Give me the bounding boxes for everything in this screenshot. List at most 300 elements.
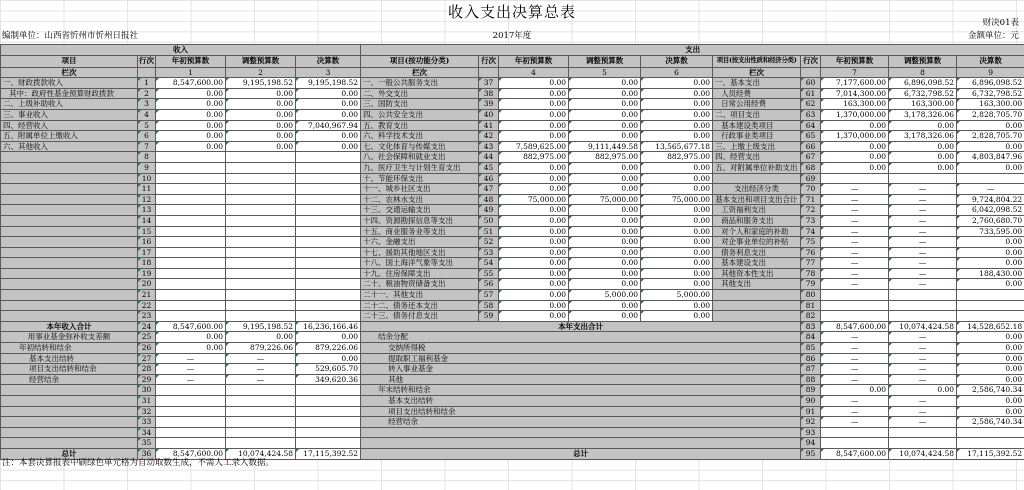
cell-value: 8,547,600.00 xyxy=(821,448,889,459)
cell-value: 6,732,798.52 xyxy=(957,88,1024,99)
cell-value: 3,178,326.06 xyxy=(889,131,957,142)
cell-line: 45 xyxy=(479,162,499,173)
fiscal-year: 2017年度 xyxy=(492,31,532,41)
table-row xyxy=(1,205,1024,216)
cell-value: 2,828,705.70 xyxy=(957,131,1024,142)
cell-label xyxy=(1,258,138,269)
cell-value xyxy=(296,311,361,322)
cell-label xyxy=(1,311,138,322)
cell-value xyxy=(889,290,957,301)
cell-value xyxy=(821,300,889,311)
cell-value: 0.00 xyxy=(889,120,957,131)
cell-value: 0.00 xyxy=(499,300,569,311)
footnote: 注：本套决算报表中刷绿色单元格为自动取数生成，不需人工录入数据。 xyxy=(2,458,275,468)
table-row xyxy=(1,194,1024,205)
cell-line: 16 xyxy=(138,237,156,248)
cell-value: 529,605.70 xyxy=(296,364,361,375)
cell-value: 0.00 xyxy=(499,205,569,216)
cell-value: 0.00 xyxy=(499,173,569,184)
colindex-number: 7 xyxy=(821,67,889,78)
cell-line: 86 xyxy=(801,353,821,364)
cell-line: 62 xyxy=(801,99,821,110)
cell-line: 4 xyxy=(138,109,156,120)
cell-value: — xyxy=(156,374,226,385)
cell-value: 0.00 xyxy=(641,109,713,120)
table-row xyxy=(1,374,1024,385)
cell-label: 四、经营支出 xyxy=(713,152,801,163)
cell-value: — xyxy=(821,258,889,269)
cell-value: 0.00 xyxy=(889,141,957,152)
cell-value: 0.00 xyxy=(957,237,1024,248)
cell-line: 27 xyxy=(138,353,156,364)
cell-line: 1 xyxy=(138,78,156,89)
cell-value: 0.00 xyxy=(569,99,641,110)
cell-value xyxy=(156,162,226,173)
cell-value: — xyxy=(821,353,889,364)
table-row xyxy=(1,152,1024,163)
cell-value: 9,195,198.52 xyxy=(226,321,296,332)
cell-value: — xyxy=(821,396,889,407)
cell-value: 0.00 xyxy=(957,120,1024,131)
cell-value xyxy=(156,258,226,269)
cell-line: 42 xyxy=(479,131,499,142)
cell-label: 年初结转和结余 xyxy=(1,343,138,354)
cell-value: 0.00 xyxy=(641,173,713,184)
cell-merged-label: 交纳所得税 xyxy=(361,343,801,354)
cell-line: 65 xyxy=(801,131,821,142)
cell-value: — xyxy=(226,353,296,364)
cell-label: 九、医疗卫生与计划生育支出 xyxy=(361,162,479,173)
cell-value xyxy=(296,215,361,226)
cell-value: — xyxy=(889,364,957,375)
table-row xyxy=(1,343,1024,354)
cell-value: 0.00 xyxy=(499,237,569,248)
cell-line: 32 xyxy=(138,406,156,417)
cell-value: 0.00 xyxy=(641,205,713,216)
cell-value: 10,074,424.58 xyxy=(226,448,296,459)
cell-value xyxy=(226,385,296,396)
cell-value xyxy=(156,311,226,322)
table-row xyxy=(1,226,1024,237)
cell-value: — xyxy=(821,374,889,385)
cell-line: 60 xyxy=(801,78,821,89)
cell-value: 0.00 xyxy=(641,88,713,99)
cell-line: 14 xyxy=(138,215,156,226)
cell-value xyxy=(957,173,1024,184)
cell-label xyxy=(1,194,138,205)
cell-value xyxy=(226,194,296,205)
cell-label xyxy=(1,406,138,417)
cell-line: 80 xyxy=(801,290,821,301)
table-row xyxy=(1,268,1024,279)
cell-label xyxy=(1,205,138,216)
cell-value xyxy=(226,427,296,438)
cell-line: 51 xyxy=(479,226,499,237)
cell-value: 0.00 xyxy=(499,268,569,279)
form-number: 财决01表 xyxy=(982,18,1019,28)
cell-value xyxy=(226,300,296,311)
cell-value: 0.00 xyxy=(296,332,361,343)
cell-value: 163,300.00 xyxy=(821,99,889,110)
cell-label: 其中：政府性基金预算财政拨款 xyxy=(1,88,138,99)
cell-value: 16,236,166.46 xyxy=(296,321,361,332)
cell-value: 0.00 xyxy=(569,131,641,142)
cell-value xyxy=(226,215,296,226)
cell-label: 一、基本支出 xyxy=(713,78,801,89)
cell-line: 17 xyxy=(138,247,156,258)
cell-value xyxy=(957,311,1024,322)
colindex-number: 6 xyxy=(641,67,713,78)
cell-label: 十一、城乡社区支出 xyxy=(361,184,479,195)
cell-value: 733,595.00 xyxy=(957,226,1024,237)
cell-value: 0.00 xyxy=(641,247,713,258)
cell-value: 0.00 xyxy=(499,120,569,131)
cell-value: 0.00 xyxy=(821,162,889,173)
cell-value: 0.00 xyxy=(499,258,569,269)
cell-value: 0.00 xyxy=(499,184,569,195)
cell-value xyxy=(156,279,226,290)
cell-value: 8,547,600.00 xyxy=(156,78,226,89)
cell-label: 债务利息支出 xyxy=(713,247,801,258)
cell-line: 10 xyxy=(138,173,156,184)
cell-value: 17,115,392.52 xyxy=(296,448,361,459)
cell-value xyxy=(296,279,361,290)
cell-line: 41 xyxy=(479,120,499,131)
cell-value xyxy=(296,162,361,173)
cell-value xyxy=(889,438,957,449)
table-row xyxy=(1,438,1024,449)
cell-label xyxy=(1,215,138,226)
cell-label: 二十二、债务还本支出 xyxy=(361,300,479,311)
cell-value: 9,724,804.22 xyxy=(957,194,1024,205)
cell-value xyxy=(296,290,361,301)
cell-label xyxy=(1,226,138,237)
cell-value: 0.00 xyxy=(499,215,569,226)
table-row xyxy=(1,55,1024,67)
cell-value: 0.00 xyxy=(156,99,226,110)
cell-value: 0.00 xyxy=(569,258,641,269)
cell-value: 2,760,680.70 xyxy=(957,215,1024,226)
cell-line: 40 xyxy=(479,109,499,120)
cell-value: — xyxy=(821,215,889,226)
cell-line: 90 xyxy=(801,396,821,407)
cell-value xyxy=(957,290,1024,301)
cell-line: 92 xyxy=(801,417,821,428)
cell-value: 0.00 xyxy=(499,88,569,99)
cell-value: 0.00 xyxy=(821,141,889,152)
cell-value: 4,803,847.96 xyxy=(957,152,1024,163)
cell-value: 0.00 xyxy=(957,343,1024,354)
prepared-by: 编制单位：山西省忻州市忻州日报社 xyxy=(2,31,139,41)
cell-value xyxy=(821,290,889,301)
cell-label: 基本建设支出 xyxy=(713,258,801,269)
cell-label: 对个人和家庭的补助 xyxy=(713,226,801,237)
cell-value: 0.00 xyxy=(957,353,1024,364)
cell-value: 0.00 xyxy=(569,247,641,258)
cell-value: — xyxy=(821,226,889,237)
cell-label: 二十、粮油物资储备支出 xyxy=(361,279,479,290)
colindex-label: 栏次 xyxy=(361,67,479,78)
cell-line: 82 xyxy=(801,311,821,322)
table-row xyxy=(1,45,1024,56)
cell-value xyxy=(226,438,296,449)
cell-value xyxy=(296,184,361,195)
cell-line: 47 xyxy=(479,184,499,195)
cell-line: 24 xyxy=(138,321,156,332)
cell-label: 一、一般公共服务支出 xyxy=(361,78,479,89)
cell-value xyxy=(296,417,361,428)
cell-value: 163,300.00 xyxy=(889,99,957,110)
cell-line: 69 xyxy=(801,173,821,184)
cell-label: 基本支出结转 xyxy=(1,353,138,364)
cell-line: 21 xyxy=(138,290,156,301)
cell-value: — xyxy=(821,364,889,375)
cell-line: 85 xyxy=(801,343,821,354)
cell-label: 基本建设类项目 xyxy=(713,120,801,131)
cell-line: 89 xyxy=(801,385,821,396)
cell-line: 12 xyxy=(138,194,156,205)
cell-value: 0.00 xyxy=(296,88,361,99)
cell-value: — xyxy=(889,396,957,407)
cell-value: 10,074,424.58 xyxy=(889,448,957,459)
cell-line: 7 xyxy=(138,141,156,152)
cell-value xyxy=(226,268,296,279)
cell-value: — xyxy=(821,205,889,216)
cell-value xyxy=(226,152,296,163)
table-row xyxy=(1,290,1024,301)
cell-line: 81 xyxy=(801,300,821,311)
cell-value: 0.00 xyxy=(226,141,296,152)
cell-value: 0.00 xyxy=(226,99,296,110)
cell-value xyxy=(957,438,1024,449)
cell-label xyxy=(1,268,138,279)
cell-line: 46 xyxy=(479,173,499,184)
cell-value xyxy=(156,300,226,311)
cell-value xyxy=(226,184,296,195)
cell-label xyxy=(1,237,138,248)
cell-value xyxy=(957,427,1024,438)
cell-value: 0.00 xyxy=(957,141,1024,152)
cell-value: 0.00 xyxy=(296,109,361,120)
colindex-label: 栏次 xyxy=(1,67,138,78)
cell-value: 882,975.00 xyxy=(641,152,713,163)
cell-value: — xyxy=(889,247,957,258)
cell-value: 9,195,198.52 xyxy=(296,78,361,89)
cell-value: 7,177,600.00 xyxy=(821,78,889,89)
cell-value xyxy=(226,226,296,237)
page-title: 收入支出决算总表 xyxy=(447,3,576,21)
cell-label: 其他资本性支出 xyxy=(713,268,801,279)
table-row xyxy=(1,385,1024,396)
cell-line: 84 xyxy=(801,332,821,343)
cell-value: 0.00 xyxy=(296,353,361,364)
cell-line: 78 xyxy=(801,268,821,279)
table-row xyxy=(1,427,1024,438)
cell-line: 59 xyxy=(479,311,499,322)
cell-value: 1,370,000.00 xyxy=(821,109,889,120)
cell-label: 五、对附属单位补助支出 xyxy=(713,162,801,173)
cell-value: 7,014,300.00 xyxy=(821,88,889,99)
cell-value: 0.00 xyxy=(226,109,296,120)
cell-value: — xyxy=(889,417,957,428)
cell-value: — xyxy=(889,205,957,216)
column-header: 行次 xyxy=(801,55,821,67)
cell-value: 6,042,098.52 xyxy=(957,205,1024,216)
cell-value: 0.00 xyxy=(226,332,296,343)
cell-value: 0.00 xyxy=(821,152,889,163)
cell-value: 5,000.00 xyxy=(569,290,641,301)
cell-value: — xyxy=(889,268,957,279)
cell-label: 基本支出和项目支出合计 xyxy=(713,194,801,205)
cell-line: 73 xyxy=(801,215,821,226)
cell-line: 74 xyxy=(801,226,821,237)
cell-line: 34 xyxy=(138,427,156,438)
cell-value: 0.00 xyxy=(569,237,641,248)
cell-label: 日常公用经费 xyxy=(713,99,801,110)
cell-value: 0.00 xyxy=(156,343,226,354)
cell-label: 行政事业类项目 xyxy=(713,131,801,142)
cell-label: 二十一、其他支出 xyxy=(361,290,479,301)
cell-line: 44 xyxy=(479,152,499,163)
cell-line: 23 xyxy=(138,311,156,322)
colindex-label: 栏次 xyxy=(713,67,801,78)
cell-label xyxy=(1,247,138,258)
cell-value xyxy=(156,396,226,407)
column-header: 年初预算数 xyxy=(821,55,889,67)
colindex-number: 9 xyxy=(957,67,1024,78)
cell-value xyxy=(296,396,361,407)
cell-value xyxy=(226,279,296,290)
cell-value xyxy=(296,438,361,449)
cell-value xyxy=(156,268,226,279)
cell-value xyxy=(889,173,957,184)
table-row xyxy=(1,279,1024,290)
cell-value: 879,226.06 xyxy=(296,343,361,354)
cell-value: 0.00 xyxy=(641,120,713,131)
cell-merged-label: 转入事业基金 xyxy=(361,364,801,375)
cell-label: 五、教育支出 xyxy=(361,120,479,131)
cell-value xyxy=(156,438,226,449)
cell-value xyxy=(156,237,226,248)
cell-value: — xyxy=(156,364,226,375)
cell-value: 2,828,705.70 xyxy=(957,109,1024,120)
cell-label xyxy=(713,300,801,311)
cell-line: 58 xyxy=(479,300,499,311)
cell-value xyxy=(889,427,957,438)
cell-value xyxy=(226,247,296,258)
cell-label xyxy=(1,300,138,311)
cell-label: 人员经费 xyxy=(713,88,801,99)
cell-value: — xyxy=(889,258,957,269)
cell-value xyxy=(889,300,957,311)
cell-value: 9,111,449.58 xyxy=(569,141,641,152)
column-header: 决算数 xyxy=(641,55,713,67)
cell-line: 55 xyxy=(479,268,499,279)
cell-value: — xyxy=(889,194,957,205)
cell-line: 52 xyxy=(479,237,499,248)
cell-line: 72 xyxy=(801,205,821,216)
table-row xyxy=(1,141,1024,152)
cell-line: 87 xyxy=(801,364,821,375)
cell-line: 33 xyxy=(138,417,156,428)
cell-value: 882,975.00 xyxy=(569,152,641,163)
cell-line: 76 xyxy=(801,247,821,258)
cell-value: 0.00 xyxy=(569,173,641,184)
cell-value: 0.00 xyxy=(156,88,226,99)
cell-value xyxy=(296,247,361,258)
cell-value: 0.00 xyxy=(957,396,1024,407)
cell-merged-label: 年末结转和结余 xyxy=(361,385,801,396)
cell-value: 8,547,600.00 xyxy=(156,448,226,459)
cell-value: 0.00 xyxy=(957,247,1024,258)
cell-value: — xyxy=(889,374,957,385)
cell-value: 0.00 xyxy=(569,109,641,120)
cell-value: 0.00 xyxy=(569,300,641,311)
cell-label: 四、经营收入 xyxy=(1,120,138,131)
cell-line: 37 xyxy=(479,78,499,89)
cell-value: 3,178,326.06 xyxy=(889,109,957,120)
table-row xyxy=(1,237,1024,248)
cell-line: 6 xyxy=(138,131,156,142)
cell-value: 0.00 xyxy=(156,120,226,131)
table-row xyxy=(1,258,1024,269)
cell-value: 0.00 xyxy=(499,78,569,89)
cell-line: 31 xyxy=(138,396,156,407)
cell-value: 0.00 xyxy=(641,131,713,142)
cell-value xyxy=(296,427,361,438)
cell-value: — xyxy=(821,343,889,354)
table-row xyxy=(1,321,1024,332)
cell-line: 29 xyxy=(138,374,156,385)
cell-value: 0.00 xyxy=(156,141,226,152)
cell-value xyxy=(226,396,296,407)
cell-value xyxy=(156,427,226,438)
table-row xyxy=(1,300,1024,311)
cell-value: 0.00 xyxy=(499,279,569,290)
cell-line: 18 xyxy=(138,258,156,269)
cell-line: 88 xyxy=(801,374,821,385)
cell-value: 0.00 xyxy=(889,162,957,173)
cell-value: 0.00 xyxy=(641,184,713,195)
cell-value: — xyxy=(889,406,957,417)
cell-line: 93 xyxy=(801,427,821,438)
cell-merged-label: 提取职工福利基金 xyxy=(361,353,801,364)
cell-value: 7,040,967.94 xyxy=(296,120,361,131)
colindex-number: 8 xyxy=(889,67,957,78)
cell-value: — xyxy=(957,184,1024,195)
cell-label: 二、上级补助收入 xyxy=(1,99,138,110)
cell-value: 879,226.06 xyxy=(226,343,296,354)
cell-line: 8 xyxy=(138,152,156,163)
cell-line: 3 xyxy=(138,99,156,110)
cell-line: 30 xyxy=(138,385,156,396)
cell-line: 22 xyxy=(138,300,156,311)
cell-merged-label: 本年支出合计 xyxy=(361,321,801,332)
cell-merged-label: 基本支出结转 xyxy=(361,396,801,407)
cell-value xyxy=(156,173,226,184)
cell-label: 经营结余 xyxy=(1,374,138,385)
cell-value: — xyxy=(889,332,957,343)
cell-value xyxy=(156,406,226,417)
cell-value: — xyxy=(156,353,226,364)
column-header: 行次 xyxy=(479,55,499,67)
cell-label: 一、财政拨款收入 xyxy=(1,78,138,89)
cell-value: 0.00 xyxy=(156,109,226,120)
cell-label: 十九、住房保障支出 xyxy=(361,268,479,279)
cell-value: 17,115,392.52 xyxy=(957,448,1024,459)
table-row xyxy=(1,247,1024,258)
cell-value xyxy=(296,226,361,237)
